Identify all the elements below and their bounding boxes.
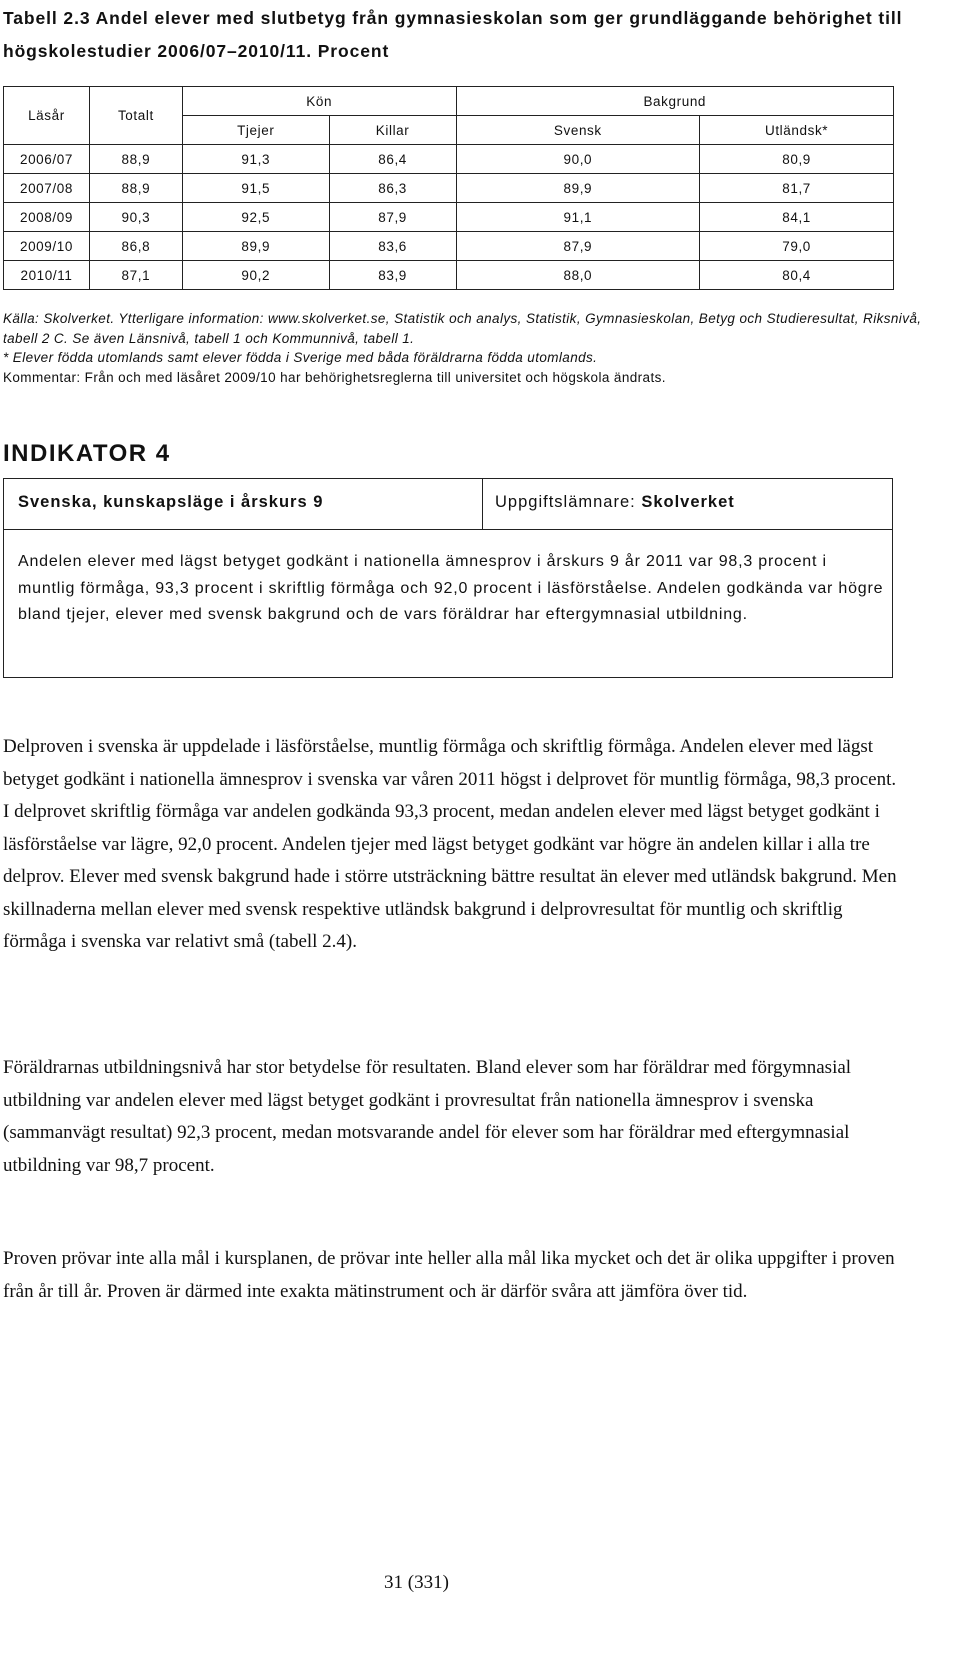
header-bakgrund: Bakgrund bbox=[456, 87, 894, 116]
cell-totalt: 90,3 bbox=[89, 203, 182, 232]
page-number: 31 (331) bbox=[384, 1572, 449, 1593]
cell-svensk: 89,9 bbox=[456, 174, 700, 203]
header-lasar: Läsår bbox=[4, 87, 90, 145]
header-killar: Killar bbox=[329, 116, 456, 145]
body-paragraph: Delproven i svenska är uppdelade i läsförståelse, muntlig förmåga och skriftlig förmåga. Andelen elever med lägst betyget godkänt i nationella ämnesprov i svenska var våren 2011 högst i delprovet för muntlig förmåga, 98,3 procent. I delprovet skriftlig förmåga var andelen godkända 93,3 procent, medan andelen elever med lägst betyget godkänt i läsförståelse var lägre, 92,0 procent. Andelen tjejer med lägst betyget godkänt var högre än andelen killar i alla tre delprov. Elever med svensk bakgrund hade i större utsträckning bättre resultat än elever med utländsk bakgrund. Men skillnaderna mellan elever med svensk respektive utländsk bakgrund i delprovresultat för muntlig och skriftlig förmåga i svenska var relativt små (tabell 2.4). bbox=[3, 736, 897, 952]
cell-utlandsk: 80,9 bbox=[700, 145, 894, 174]
table-row bbox=[4, 261, 894, 290]
indicator-box-header bbox=[4, 479, 892, 530]
cell-svensk: 90,0 bbox=[456, 145, 700, 174]
source-note: Källa: Skolverket. Ytterligare information: www.skolverket.se, Statistik och analys, Statistik, Gymnasieskolan, Betyg och Studieresultat, Riksnivå, tabell 2 C. Se även Länsnivå, tabell 1 och Kommunnivå, tabell 1. bbox=[3, 311, 922, 346]
indicator-summary: Andelen elever med lägst betyget godkänt i nationella ämnesprov i årskurs 9 år 2011 var 98,3 procent i muntlig förmåga, 93,3 procent i skriftlig förmåga och 92,0 procent i läsförståelse. Andelen godkända var högre bland tjejer, elever med svensk bakgrund och de vars föräldrar har eftergymnasial utbildning. bbox=[18, 553, 884, 623]
cell-svensk: 91,1 bbox=[456, 203, 700, 232]
header-svensk: Svensk bbox=[456, 116, 700, 145]
cell-lasar: 2006/07 bbox=[4, 145, 90, 174]
cell-tjejer: 89,9 bbox=[182, 232, 329, 261]
cell-utlandsk: 81,7 bbox=[700, 174, 894, 203]
table-notes bbox=[3, 309, 933, 387]
table-header-row bbox=[4, 87, 894, 116]
cell-tjejer: 90,2 bbox=[182, 261, 329, 290]
cell-killar: 86,4 bbox=[329, 145, 456, 174]
cell-svensk: 87,9 bbox=[456, 232, 700, 261]
cell-totalt: 88,9 bbox=[89, 145, 182, 174]
cell-killar: 83,9 bbox=[329, 261, 456, 290]
cell-killar: 83,6 bbox=[329, 232, 456, 261]
cell-killar: 87,9 bbox=[329, 203, 456, 232]
cell-lasar: 2008/09 bbox=[4, 203, 90, 232]
provider-value: Skolverket bbox=[641, 493, 735, 511]
cell-lasar: 2010/11 bbox=[4, 261, 90, 290]
cell-totalt: 87,1 bbox=[89, 261, 182, 290]
body-paragraph: Proven prövar inte alla mål i kursplanen, de prövar inte heller alla mål lika mycket och det är olika uppgifter i proven från år till år. Proven är därmed inte exakta mätinstrument och är därför svåra att jämföra över tid. bbox=[3, 1248, 895, 1302]
cell-lasar: 2009/10 bbox=[4, 232, 90, 261]
header-kon: Kön bbox=[182, 87, 456, 116]
footnote: * Elever födda utomlands samt elever födda i Sverige med båda föräldrarna födda utomlands. bbox=[3, 350, 598, 365]
provider-label: Uppgiftslämnare: bbox=[495, 493, 642, 511]
cell-killar: 86,3 bbox=[329, 174, 456, 203]
cell-utlandsk: 80,4 bbox=[700, 261, 894, 290]
cell-tjejer: 91,5 bbox=[182, 174, 329, 203]
table-row bbox=[4, 145, 894, 174]
cell-totalt: 88,9 bbox=[89, 174, 182, 203]
indicator-heading: INDIKATOR 4 bbox=[3, 440, 171, 467]
indicator-subject-cell bbox=[4, 479, 483, 529]
indicator-box bbox=[3, 478, 893, 678]
comment-note: Kommentar: Från och med läsåret 2009/10 har behörighetsreglerna till universitet och högskola ändrats. bbox=[3, 369, 666, 385]
cell-lasar: 2007/08 bbox=[4, 174, 90, 203]
provider-line bbox=[495, 493, 735, 512]
indicator-subject: Svenska, kunskapsläge i årskurs 9 bbox=[18, 493, 324, 511]
table-row bbox=[4, 203, 894, 232]
cell-totalt: 86,8 bbox=[89, 232, 182, 261]
cell-utlandsk: 79,0 bbox=[700, 232, 894, 261]
cell-tjejer: 92,5 bbox=[182, 203, 329, 232]
body-paragraph: Föräldrarnas utbildningsnivå har stor betydelse för resultaten. Bland elever som har föräldrar med förgymnasial utbildning var andelen elever med lägst betyget godkänt i provresultat från nationella ämnesprov i svenska (sammanvägt resultat) 92,3 procent, medan motsvarande andel för elever som har föräldrar med eftergymnasial utbildning var 98,7 procent. bbox=[3, 1057, 852, 1176]
header-utlandsk: Utländsk* bbox=[700, 116, 894, 145]
cell-utlandsk: 84,1 bbox=[700, 203, 894, 232]
table-row bbox=[4, 232, 894, 261]
statistics-table bbox=[3, 86, 894, 290]
table-row bbox=[4, 174, 894, 203]
table-title: Tabell 2.3 Andel elever med slutbetyg från gymnasieskolan som ger grundläggande behörighet till högskolestudier 2006/07–2010/11. Procent bbox=[3, 8, 903, 61]
cell-svensk: 88,0 bbox=[456, 261, 700, 290]
header-totalt: Totalt bbox=[89, 87, 182, 145]
cell-tjejer: 91,3 bbox=[182, 145, 329, 174]
header-tjejer: Tjejer bbox=[182, 116, 329, 145]
